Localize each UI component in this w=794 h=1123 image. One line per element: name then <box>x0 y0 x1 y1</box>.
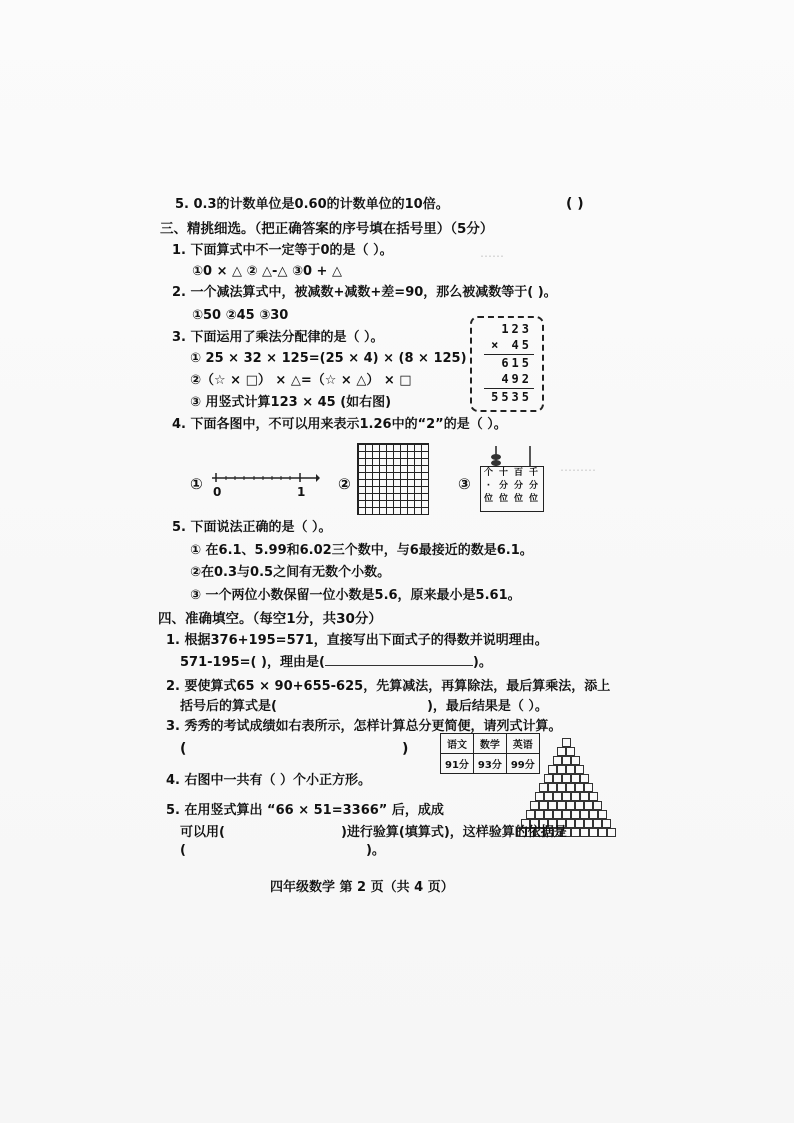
section-4-title: 四、准确填空。（每空1分，共30分） <box>158 611 382 627</box>
question-4-2-line <box>180 698 548 716</box>
place-value-table <box>480 466 544 512</box>
small-square <box>548 765 557 774</box>
small-square <box>557 783 566 792</box>
place-col <box>526 467 541 509</box>
question-3-2-options: ①50 ②45 ③30 <box>192 308 289 323</box>
pyramid-row <box>516 774 616 783</box>
score-value: 99分 <box>506 754 539 774</box>
place-mid: · <box>486 481 491 491</box>
question-4-5: 5. 在用竖式算出 “66 × 51=3366” 后，成成 <box>166 803 444 818</box>
calc-row: × 45 <box>491 338 532 352</box>
vertical-multiplication <box>470 316 544 412</box>
hundred-grid <box>357 443 429 515</box>
bleed-text: ……… <box>560 460 596 474</box>
small-square <box>544 774 553 783</box>
square-pyramid <box>516 738 616 837</box>
small-square <box>566 801 575 810</box>
small-square <box>566 747 575 756</box>
pyramid-row <box>516 756 616 765</box>
score-header: 数学 <box>473 734 506 754</box>
question-3-1-options: ①0 × △ ② △-△ ③0 + △ <box>192 264 342 279</box>
section-3-title: 三、精挑细选。（把正确答案的序号填在括号里）（5分） <box>160 221 494 237</box>
question-3-4: 4. 下面各图中，不可以用来表示1.26中的“2”的是（ ）。 <box>172 417 507 432</box>
pyramid-row <box>516 765 616 774</box>
small-square <box>575 819 584 828</box>
question-3-3-a: ① 25 × 32 × 125=(25 × 4) × (8 × 125) <box>190 351 467 366</box>
small-square <box>580 774 589 783</box>
small-square <box>544 792 553 801</box>
calc-row: 492 <box>501 372 532 386</box>
small-square <box>557 747 566 756</box>
small-square <box>571 828 580 837</box>
small-square <box>544 810 553 819</box>
question-4-1-text: 571-195=( )，理由是( <box>180 655 325 670</box>
question-4-3: 3. 秀秀的考试成绩如右表所示，怎样计算总分更简便，请列式计算。 <box>166 719 562 734</box>
small-square <box>575 765 584 774</box>
place-head: 十 <box>498 468 508 478</box>
answer-paren[interactable]: ( ) <box>566 196 584 212</box>
question-4-5-line2 <box>180 842 385 860</box>
page-footer: 四年级数学 第 2 页（共 4 页） <box>270 880 454 895</box>
score-header: 英语 <box>506 734 539 754</box>
question-4-2-end: )，最后结果是（ ）。 <box>426 699 548 714</box>
question-3-2: 2. 一个减法算式中，被减数+减数+差=90，那么被减数等于( )。 <box>172 285 557 300</box>
reason-blank[interactable] <box>325 665 473 666</box>
pyramid-row <box>516 810 616 819</box>
small-square <box>539 783 548 792</box>
question-3-5-b: ②在0.3与0.5之间有无数个小数。 <box>190 565 391 580</box>
small-square <box>571 810 580 819</box>
place-col <box>511 467 526 509</box>
place-mid: 分 <box>498 481 508 491</box>
small-square <box>535 810 544 819</box>
small-square <box>593 801 602 810</box>
small-square <box>584 801 593 810</box>
small-square <box>530 801 539 810</box>
small-square <box>589 810 598 819</box>
small-square <box>598 828 607 837</box>
place-col <box>496 467 511 509</box>
question-3-3-b: ②（☆ × □） × △=（☆ × △） × □ <box>190 373 412 388</box>
small-square <box>598 810 607 819</box>
option-3-label: ③ <box>458 475 471 493</box>
calc-row: 5535 <box>491 390 532 404</box>
abacus-beads <box>488 444 538 468</box>
small-square <box>607 828 616 837</box>
number-line-one: 1 <box>297 485 306 499</box>
place-foot: 位 <box>483 494 493 504</box>
question-4-2: 2. 要使算式65 × 90+655-625，先算减法，再算除法，最后算乘法，添上 <box>166 679 611 694</box>
place-col <box>481 467 496 509</box>
answer-paren-left: ( <box>180 741 187 757</box>
small-square <box>553 756 562 765</box>
calc-row: 123 <box>501 322 532 336</box>
small-square <box>584 783 593 792</box>
question-4-5-text: 可以用( <box>180 825 225 840</box>
small-square <box>562 756 571 765</box>
pyramid-row <box>516 738 616 747</box>
answer-paren-right: ) <box>402 741 409 757</box>
small-square <box>571 774 580 783</box>
small-square <box>580 828 589 837</box>
question-4-1: 1. 根据376+195=571，直接写出下面式子的得数并说明理由。 <box>166 633 548 648</box>
small-square <box>557 765 566 774</box>
place-foot: 位 <box>513 494 523 504</box>
place-mid: 分 <box>513 481 523 491</box>
small-square <box>557 801 566 810</box>
score-header: 语文 <box>441 734 474 754</box>
question-2-5: 5. 0.3的计数单位是0.60的计数单位的10倍。 <box>175 197 449 212</box>
small-square <box>535 792 544 801</box>
small-square <box>593 819 602 828</box>
small-square <box>562 810 571 819</box>
question-4-1-line <box>180 654 492 672</box>
question-3-5-c: ③ 一个两位小数保留一位小数是5.6，原来最小是5.61。 <box>190 588 521 603</box>
small-square <box>584 819 593 828</box>
small-square <box>562 792 571 801</box>
question-3-1: 1. 下面算式中不一定等于0的是（ ）。 <box>172 243 393 258</box>
small-square <box>589 828 598 837</box>
score-value: 91分 <box>441 754 474 774</box>
small-square <box>562 774 571 783</box>
small-square <box>571 792 580 801</box>
place-foot: 位 <box>498 494 508 504</box>
small-square <box>526 810 535 819</box>
question-4-5-line <box>180 824 567 842</box>
question-3-3: 3. 下面运用了乘法分配律的是（ ）。 <box>172 330 384 345</box>
place-mid: 分 <box>528 481 538 491</box>
option-2-label: ② <box>338 475 351 493</box>
place-foot: 位 <box>528 494 538 504</box>
small-square <box>548 783 557 792</box>
option-1-label: ① <box>190 475 203 493</box>
question-4-2-text: 括号后的算式是( <box>180 699 277 714</box>
question-3-5-a: ① 在6.1、5.99和6.02三个数中，与6最接近的数是6.1。 <box>190 543 533 558</box>
small-square <box>566 783 575 792</box>
small-square <box>553 792 562 801</box>
small-square <box>580 810 589 819</box>
bleed-text: …… <box>480 246 504 260</box>
place-head: 个 <box>483 468 493 478</box>
calc-line <box>484 388 534 389</box>
question-4-5-mid: )进行验算(填算式)，这样验算的依据是 <box>340 825 567 840</box>
small-square <box>566 819 575 828</box>
pyramid-row <box>516 792 616 801</box>
score-value: 93分 <box>473 754 506 774</box>
small-square <box>562 738 571 747</box>
small-square <box>589 792 598 801</box>
question-4-1-end: )。 <box>472 655 492 670</box>
place-head: 百 <box>513 468 523 478</box>
question-4-5-paren: ( <box>180 843 186 858</box>
calc-row: 615 <box>501 356 532 370</box>
question-3-3-c: ③ 用竖式计算123 × 45 (如右图) <box>190 395 392 410</box>
small-square <box>571 756 580 765</box>
pyramid-row <box>516 747 616 756</box>
small-square <box>539 801 548 810</box>
small-square <box>566 765 575 774</box>
question-3-5: 5. 下面说法正确的是（ ）。 <box>172 520 332 535</box>
small-square <box>553 774 562 783</box>
place-head: 千 <box>528 468 538 478</box>
small-square <box>575 801 584 810</box>
small-square <box>580 792 589 801</box>
number-line-zero: 0 <box>213 485 222 499</box>
calc-line <box>484 354 534 355</box>
pyramid-row <box>516 801 616 810</box>
small-square <box>553 810 562 819</box>
small-square <box>575 783 584 792</box>
small-square <box>548 801 557 810</box>
small-square <box>602 819 611 828</box>
question-4-5-end: )。 <box>365 843 385 858</box>
question-4-4: 4. 右图中一共有（ ）个小正方形。 <box>166 773 372 788</box>
pyramid-row <box>516 783 616 792</box>
